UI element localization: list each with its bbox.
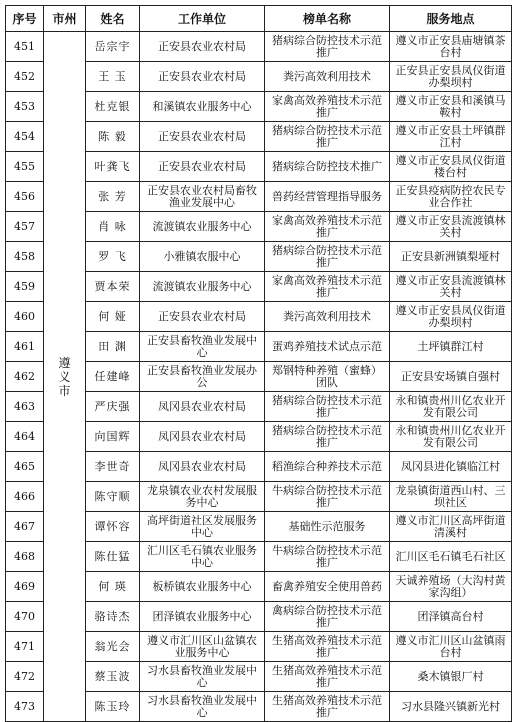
name-cell: 任建峰 — [86, 362, 140, 392]
table-header-row — [6, 6, 512, 32]
unit-cell: 正安县农业农村局 — [140, 122, 265, 152]
list-cell: 猪病综合防控技术推广 — [265, 152, 390, 182]
place-cell: 正安县正安县凤仪街道办梨坝村 — [390, 62, 512, 92]
name-cell: 骆诗杰 — [86, 602, 140, 632]
place-cell: 龙泉镇街道西山村、三坝社区 — [390, 482, 512, 512]
unit-cell: 流渡镇农业服务中心 — [140, 272, 265, 302]
place-cell: 遵义市汇川区高坪街道清溪村 — [390, 512, 512, 542]
list-cell: 兽药经营管理指导服务 — [265, 182, 390, 212]
seq-cell: 463 — [6, 392, 44, 422]
name-cell: 严庆强 — [86, 392, 140, 422]
table-body — [6, 32, 512, 722]
seq-cell: 458 — [6, 242, 44, 272]
place-cell: 天诚养殖场（大沟村黄家沟组） — [390, 572, 512, 602]
name-cell: 谭怀容 — [86, 512, 140, 542]
place-cell: 遵义市汇川区山盆镇雨台村 — [390, 632, 512, 662]
list-cell: 牛病综合防控技术示范推广 — [265, 542, 390, 572]
seq-cell: 471 — [6, 632, 44, 662]
name-cell: 岳宗宇 — [86, 32, 140, 62]
header-name: 姓名 — [86, 6, 140, 32]
place-cell: 遵义市正安县凤仪街道楼台村 — [390, 152, 512, 182]
seq-cell: 464 — [6, 422, 44, 452]
unit-cell: 团泽镇农业服务中心 — [140, 602, 265, 632]
place-cell: 正安县疫病防控农民专业合作社 — [390, 182, 512, 212]
list-cell: 生猪高效养殖技术示范推广 — [265, 662, 390, 692]
name-cell: 张 芳 — [86, 182, 140, 212]
seq-cell: 472 — [6, 662, 44, 692]
list-cell: 基础性示范服务 — [265, 512, 390, 542]
list-cell: 生猪高效养殖技术示范推广 — [265, 692, 390, 722]
city-cell — [44, 32, 86, 722]
seq-cell: 456 — [6, 182, 44, 212]
list-cell: 家禽高效养殖技术示范推广 — [265, 272, 390, 302]
list-cell: 稻渔综合种养技术示范 — [265, 452, 390, 482]
seq-cell: 455 — [6, 152, 44, 182]
city-label: 遵义市 — [58, 355, 71, 398]
name-cell: 陈仕猛 — [86, 542, 140, 572]
list-cell: 牛病综合防控技术示范推广 — [265, 482, 390, 512]
unit-cell: 正安县农业农村局 — [140, 152, 265, 182]
unit-cell: 正安县农业农村局 — [140, 62, 265, 92]
name-cell: 何 娅 — [86, 302, 140, 332]
unit-cell: 正安县畜牧渔业发展中心 — [140, 332, 265, 362]
name-cell: 贾本荣 — [86, 272, 140, 302]
name-cell: 蔡玉波 — [86, 662, 140, 692]
unit-cell: 板桥镇农业服务中心 — [140, 572, 265, 602]
unit-cell: 凤冈县农业农村局 — [140, 422, 265, 452]
list-cell: 蛋鸡养殖技术试点示范 — [265, 332, 390, 362]
personnel-table — [5, 5, 512, 722]
unit-cell: 小雅镇农服中心 — [140, 242, 265, 272]
list-cell: 猪病综合防控技术示范推广 — [265, 242, 390, 272]
header-place: 服务地点 — [390, 6, 512, 32]
seq-cell: 466 — [6, 482, 44, 512]
place-cell: 永和镇贵州川亿农业开发有限公司 — [390, 422, 512, 452]
seq-cell: 470 — [6, 602, 44, 632]
name-cell: 李世奇 — [86, 452, 140, 482]
name-cell: 向国辉 — [86, 422, 140, 452]
place-cell: 正安县安场镇自强村 — [390, 362, 512, 392]
name-cell: 叶龚飞 — [86, 152, 140, 182]
seq-cell: 451 — [6, 32, 44, 62]
place-cell: 遵义市正安县庙塘镇茶台村 — [390, 32, 512, 62]
place-cell: 团泽镇高台村 — [390, 602, 512, 632]
unit-cell: 汇川区毛石镇农业服务中心 — [140, 542, 265, 572]
name-cell: 罗 飞 — [86, 242, 140, 272]
unit-cell: 习水县畜牧渔业发展中心 — [140, 662, 265, 692]
seq-cell: 473 — [6, 692, 44, 722]
unit-cell: 凤冈县农业农村局 — [140, 452, 265, 482]
header-city: 市州 — [44, 6, 86, 32]
name-cell: 陈守顺 — [86, 482, 140, 512]
place-cell: 永和镇贵州川亿农业开发有限公司 — [390, 392, 512, 422]
place-cell: 遵义市正安县土坪镇群江村 — [390, 122, 512, 152]
list-cell: 生猪高效养殖技术示范推广 — [265, 632, 390, 662]
name-cell: 肖 咏 — [86, 212, 140, 242]
table-row — [6, 32, 512, 62]
list-cell: 畜禽养殖安全使用兽药 — [265, 572, 390, 602]
list-cell: 猪病综合防控技术示范推广 — [265, 392, 390, 422]
place-cell: 汇川区毛石镇毛石社区 — [390, 542, 512, 572]
unit-cell: 流渡镇农业服务中心 — [140, 212, 265, 242]
place-cell: 正安县新洲镇梨垭村 — [390, 242, 512, 272]
name-cell: 翁光会 — [86, 632, 140, 662]
header-list: 榜单名称 — [265, 6, 390, 32]
seq-cell: 465 — [6, 452, 44, 482]
name-cell: 陈玉玲 — [86, 692, 140, 722]
place-cell: 遵义市正安县凤仪街道办梨坝村 — [390, 302, 512, 332]
place-cell: 遵义市正安县流渡镇林关村 — [390, 272, 512, 302]
list-cell: 粪污高效利用技术 — [265, 62, 390, 92]
name-cell: 陈 毅 — [86, 122, 140, 152]
list-cell: 粪污高效利用技术 — [265, 302, 390, 332]
seq-cell: 468 — [6, 542, 44, 572]
list-cell: 家禽高效养殖技术示范推广 — [265, 212, 390, 242]
list-cell: 猪病综合防控技术示范推广 — [265, 422, 390, 452]
place-cell: 土坪镇群江村 — [390, 332, 512, 362]
unit-cell: 正安县农业农村局 — [140, 32, 265, 62]
seq-cell: 454 — [6, 122, 44, 152]
unit-cell: 高坪街道社区发展服务中心 — [140, 512, 265, 542]
seq-cell: 459 — [6, 272, 44, 302]
seq-cell: 467 — [6, 512, 44, 542]
list-cell: 猪病综合防控技术示范推广 — [265, 32, 390, 62]
unit-cell: 正安县畜牧渔业发展办公 — [140, 362, 265, 392]
unit-cell: 和溪镇农业服务中心 — [140, 92, 265, 122]
unit-cell: 正安县农业农村局 — [140, 302, 265, 332]
list-cell: 家禽高效养殖技术示范推广 — [265, 92, 390, 122]
unit-cell: 龙泉镇农业农村发展服务中心 — [140, 482, 265, 512]
seq-cell: 457 — [6, 212, 44, 242]
seq-cell: 462 — [6, 362, 44, 392]
name-cell: 田 渊 — [86, 332, 140, 362]
header-seq: 序号 — [6, 6, 44, 32]
place-cell: 桑木镇银厂村 — [390, 662, 512, 692]
seq-cell: 452 — [6, 62, 44, 92]
header-unit: 工作单位 — [140, 6, 265, 32]
place-cell: 遵义市正安县和溪镇马鞍村 — [390, 92, 512, 122]
place-cell: 遵义市正安县流渡镇林关村 — [390, 212, 512, 242]
unit-cell: 凤冈县农业农村局 — [140, 392, 265, 422]
unit-cell: 习水县畜牧渔业发展中心 — [140, 692, 265, 722]
list-cell: 郑钢特种养殖（蜜蜂）团队 — [265, 362, 390, 392]
unit-cell: 遵义市汇川区山盆镇农业服务中心 — [140, 632, 265, 662]
name-cell: 何 瑛 — [86, 572, 140, 602]
seq-cell: 469 — [6, 572, 44, 602]
unit-cell: 正安县农业农村局畜牧渔业发展中心 — [140, 182, 265, 212]
seq-cell: 453 — [6, 92, 44, 122]
name-cell: 王 玉 — [86, 62, 140, 92]
name-cell: 杜克银 — [86, 92, 140, 122]
place-cell: 习水县隆兴镇新光村 — [390, 692, 512, 722]
list-cell: 禽病综合防控技术示范推广 — [265, 602, 390, 632]
place-cell: 凤冈县进化镇临江村 — [390, 452, 512, 482]
list-cell: 猪病综合防控技术示范推广 — [265, 122, 390, 152]
seq-cell: 460 — [6, 302, 44, 332]
seq-cell: 461 — [6, 332, 44, 362]
